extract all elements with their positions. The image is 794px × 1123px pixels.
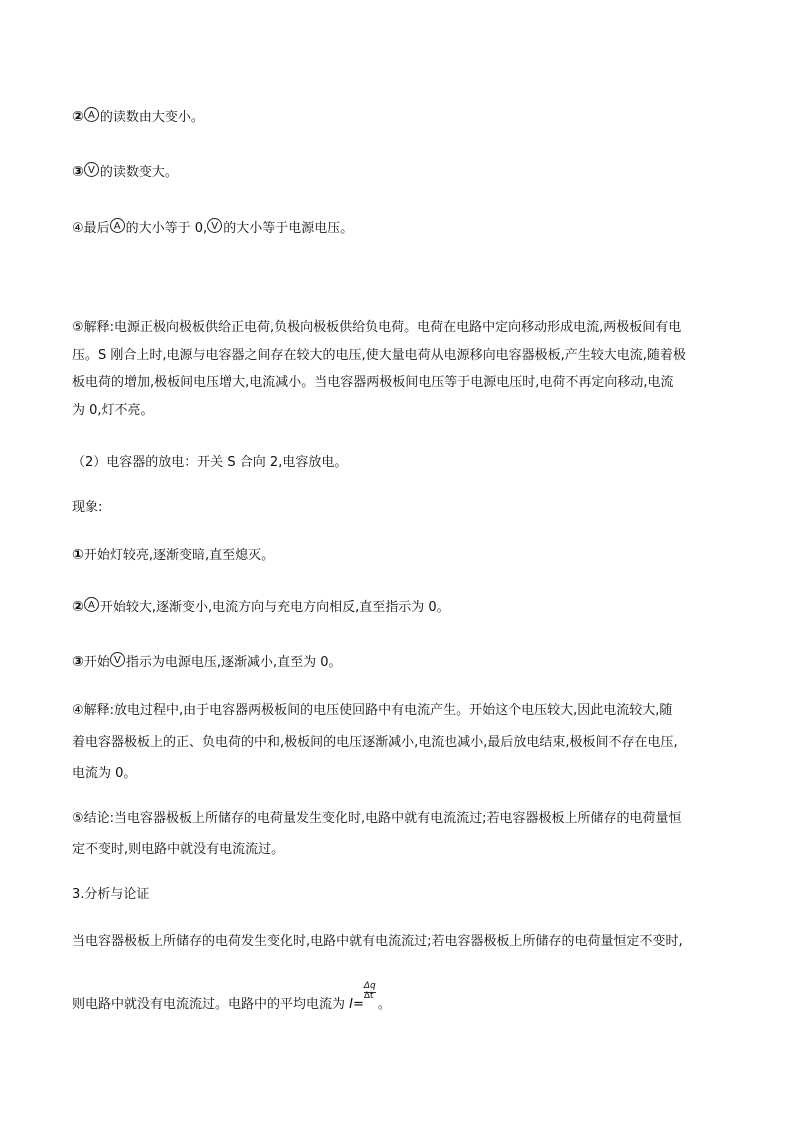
line-text: 的读数变大。 [99, 165, 178, 180]
current-symbol: I [349, 997, 353, 1012]
line-text: 开始较大,逐渐变小,电流方向与充电方向相反,直至指示为 0。 [99, 600, 450, 615]
line-text: 则电路中就没有电流流过。电路中的平均电流为 [72, 997, 350, 1012]
ammeter-icon: A [110, 218, 125, 233]
voltmeter-icon: V [84, 162, 99, 177]
line-ammeter-discharge [72, 595, 732, 620]
fraction-denominator: Δt [363, 991, 374, 1001]
line-ammeter-reading [72, 105, 732, 130]
paragraph-line: ⑤结论:当电容器极板上所储存的电荷量发生变化时,电路中就有电流流过;若电容器极板上所储存的电荷量恒 [72, 811, 682, 826]
paragraph-line: ④解释:放电过程中,由于电容器两极板间的电压使回路中有电流产生。开始这个电压较大,因此电流较大,随 [72, 703, 673, 718]
item-marker: ② [72, 599, 84, 615]
equals-sign: = [352, 997, 364, 1012]
item-marker: ③ [72, 654, 84, 670]
section-analysis: 3.分析与论证 [72, 887, 150, 902]
line-text: 开始 [83, 655, 110, 670]
line-text: 开始灯较亮,逐渐变暗,直至熄灭。 [83, 548, 275, 563]
paragraph-line: 板电荷的增加,极板间电压增大,电流减小。当电容器两极板间电压等于电源电压时,电荷不再定向移动,电流 [72, 375, 674, 390]
paragraph-line: 着电容器极板上的正、负电荷的中和,极板间的电压逐渐减小,电流也减小,最后放电结束,极板间不存在电压, [72, 735, 678, 750]
phenomenon-label: 现象: [72, 500, 103, 515]
item-marker: ③ [72, 164, 84, 180]
fraction-numerator: Δq [363, 981, 376, 991]
paragraph-line: 定不变时,则电路中就没有电流流过。 [72, 842, 285, 857]
voltmeter-icon: V [207, 218, 222, 233]
ammeter-icon: A [84, 107, 99, 122]
paragraph-line: 为 0,灯不亮。 [72, 403, 154, 418]
voltmeter-icon: V [110, 652, 125, 667]
ammeter-icon: A [84, 597, 99, 612]
item-marker: ④最后 [72, 221, 110, 236]
section-discharge: （2）电容器的放电：开关 S 合向 2,电容放电。 [72, 455, 348, 470]
item-marker: ① [72, 547, 84, 563]
paragraph-line: 压。S 刚合上时,电源与电容器之间存在较大的电压,使大量电荷从电源移向电容器极板,产生较大电流,随着极 [72, 348, 686, 363]
line-text: 的大小等于 0, [125, 221, 208, 236]
line-voltmeter-reading [72, 160, 732, 185]
paragraph-line: ⑤解释:电源正极向极板供给正电荷,负极向极板供给负电荷。电荷在电路中定向移动形成电流,两极板间有电 [72, 320, 682, 335]
line-voltmeter-discharge [72, 650, 732, 675]
line-text: 指示为电源电压,逐渐减小,直至为 0。 [125, 655, 342, 670]
paragraph-line: 电流为 0。 [72, 766, 137, 781]
item-marker: ② [72, 109, 84, 125]
line-final-state [72, 217, 732, 241]
line-text: 的大小等于电源电压。 [223, 221, 354, 236]
line-text: 的读数由大变小。 [99, 110, 204, 125]
line-lamp [72, 543, 732, 568]
paragraph-line: 当电容器极板上所储存的电荷发生变化时,电路中就有电流流过;若电容器极板上所储存的电荷量恒定不变时, [72, 934, 683, 949]
line-text: 。 [377, 997, 391, 1012]
